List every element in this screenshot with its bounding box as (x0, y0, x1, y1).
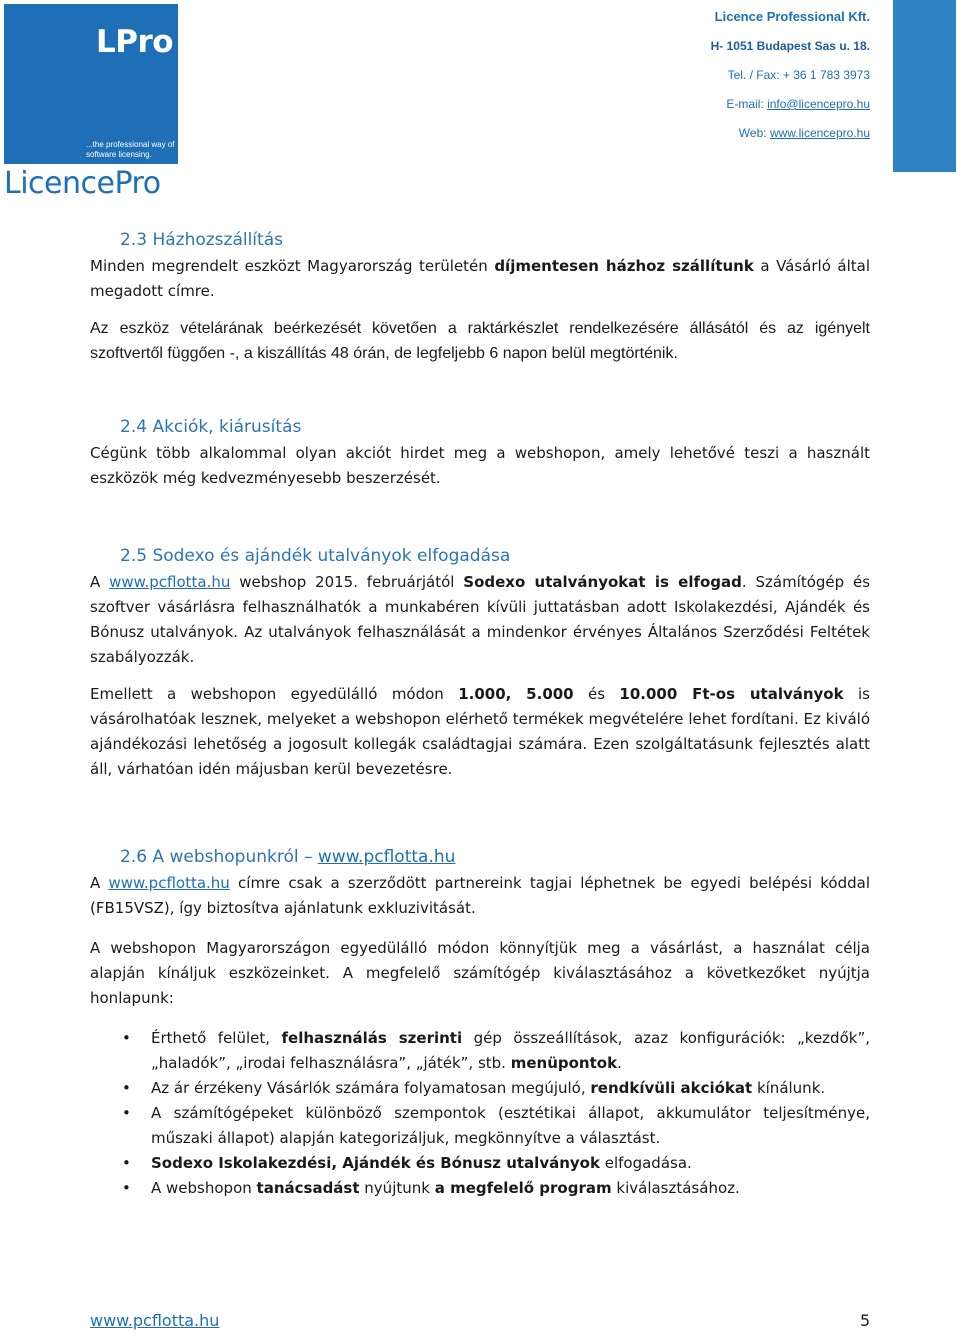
section-2-3-paragraph-2: Az eszköz vételárának beérkezését követően a raktárkészlet rendelkezésére állásától és az igényelt szoftvertől függően -, a kiszállítás 48 órán, de legfeljebb 6 napon belül megtörténik. (90, 320, 870, 362)
list-item (90, 1151, 870, 1176)
text-run: Az ár érzékeny Vásárlók számára folyamatosan megújuló, (151, 1079, 591, 1097)
text-run: kiválasztásához. (611, 1179, 740, 1197)
heading-text: 2.6 A webshopunkról – (120, 847, 318, 867)
email-label: E-mail: (726, 97, 764, 111)
corner-decoration (893, 0, 956, 172)
pcflotta-link[interactable]: www.pcflotta.hu (109, 573, 231, 591)
text-run: nyújtunk (359, 1179, 435, 1197)
feature-list (90, 1026, 870, 1201)
text-run: Minden megrendelt eszközt Magyarország területén (90, 257, 495, 275)
bullet-icon: • (122, 1104, 131, 1122)
company-name: Licence Professional Kft. (714, 9, 870, 24)
contact-block (711, 8, 870, 153)
bold-run: 10.000 Ft-os utalványok (619, 685, 844, 703)
text-run: kínálunk. (752, 1079, 826, 1097)
bold-run: menüpontok (510, 1054, 618, 1072)
email-link[interactable]: info@licencepro.hu (767, 97, 870, 111)
document-body (90, 226, 870, 1201)
bullet-icon: • (122, 1029, 131, 1047)
list-item (90, 1076, 870, 1101)
section-2-6-paragraph-1 (90, 871, 870, 921)
footer-link[interactable]: www.pcflotta.hu (90, 1311, 220, 1330)
logo-wordmark: LicencePro (4, 166, 161, 201)
logo-text: LPro (96, 24, 174, 60)
heading-pcflotta-link[interactable]: www.pcflotta.hu (317, 847, 456, 867)
section-2-6-heading (90, 843, 870, 871)
text-run: címre csak a szerződött partnereink tagjai léphetnek be egyedi belépési kóddal (FB15VSZ), így biztosítva ajánlatunk exkluzivitását. (90, 874, 870, 917)
section-2-3-heading: 2.3 Házhozszállítás (120, 230, 283, 250)
bold-run: díjmentesen házhoz szállítunk (494, 257, 754, 275)
text-run: A (90, 874, 109, 892)
pcflotta-link[interactable]: www.pcflotta.hu (108, 874, 230, 892)
bold-run: felhasználás szerinti (281, 1029, 463, 1047)
section-2-3-paragraph-1 (90, 254, 870, 304)
text-run: is vásárolhatóak lesznek, melyeket a webshopon elérhető termékek megvételére lehet fordítani. Ez kiváló ajándékozási lehetőség a jogosult kollegák családtagjai számára. Ezen szolgáltatásunk fejlesztés alatt áll, várhatóan idén májusban kerül bevezetésre. (90, 685, 870, 778)
text-run: . Számítógép és szoftver vásárlásra felhasználhatók a munkabéren kívüli juttatásban adott Iskolakezdési, Ajándék és Bónusz utalványok. Az utalványok felhasználását a mindenkor érvényes Általános Szerződési Feltétek szabályozzák. (90, 573, 871, 666)
text-run: és (573, 685, 620, 703)
bold-run: Sodexo Iskolakezdési, Ajándék és Bónusz utalványok (151, 1154, 600, 1172)
list-item (90, 1176, 870, 1201)
text-run: A számítógépeket különböző szempontok (esztétikai állapot, akkumulátor teljesítménye, műszaki állapot) alapján kategorizáljuk, megkönnyítve a választást. (151, 1104, 870, 1147)
list-item (90, 1101, 870, 1151)
section-2-4-paragraph-1: Cégünk több alkalommal olyan akciót hirdet meg a webshopon, amely lehetővé teszi a használt eszközök még kedvezményesebb beszerzését. (90, 444, 870, 487)
bullet-icon: • (122, 1079, 131, 1097)
list-item (90, 1026, 870, 1076)
text-run: Érthető felület, (151, 1029, 282, 1047)
section-2-5-paragraph-2 (90, 682, 870, 782)
bold-run: Sodexo utalványokat is elfogad (463, 573, 742, 591)
page-number: 5 (860, 1311, 871, 1330)
bold-run: rendkívüli akciókat (590, 1079, 753, 1097)
text-run: . (617, 1054, 622, 1072)
bold-run: a megfelelő program (434, 1179, 612, 1197)
text-run: A (90, 573, 110, 591)
company-email (711, 95, 870, 124)
company-address: H- 1051 Budapest Sas u. 18. (710, 39, 870, 53)
text-run: Emellett a webshopon egyedülálló módon (90, 685, 459, 703)
section-2-5-paragraph-1 (90, 570, 870, 670)
text-run: a Vásárló által megadott címre. (90, 257, 870, 300)
bullet-icon: • (122, 1154, 131, 1172)
web-label: Web: (738, 126, 767, 140)
web-link[interactable]: www.licencepro.hu (769, 126, 870, 140)
bullet-icon: • (122, 1179, 131, 1197)
text-run: gép összeállítások, azaz konfigurációk: „kezdők”, „haladók”, „irodai felhasználásra”, „játék”, stb. (151, 1029, 870, 1072)
text-run: elfogadása. (599, 1154, 692, 1172)
section-2-5-heading: 2.5 Sodexo és ajándék utalványok elfogadása (120, 546, 511, 566)
text-run: webshop 2015. februárjától (230, 573, 464, 591)
logo-tagline: ...the professional way of software licensing. (86, 140, 175, 159)
logo-box (4, 4, 178, 164)
company-web (711, 124, 870, 153)
bold-run: 1.000, 5.000 (458, 685, 574, 703)
bold-run: tanácsadást (256, 1179, 360, 1197)
section-2-4-heading: 2.4 Akciók, kiárusítás (120, 417, 302, 437)
section-2-6-paragraph-2: A webshopon Magyarországon egyedülálló módon könnyítjük meg a vásárlást, a használat célja alapján kínáljuk eszközeinket. A megfelelő számítógép kiválasztásához a következőket nyújtja honlapunk: (90, 939, 870, 1007)
company-phone: Tel. / Fax: + 36 1 783 3973 (727, 68, 870, 82)
text-run: A webshopon (151, 1179, 257, 1197)
